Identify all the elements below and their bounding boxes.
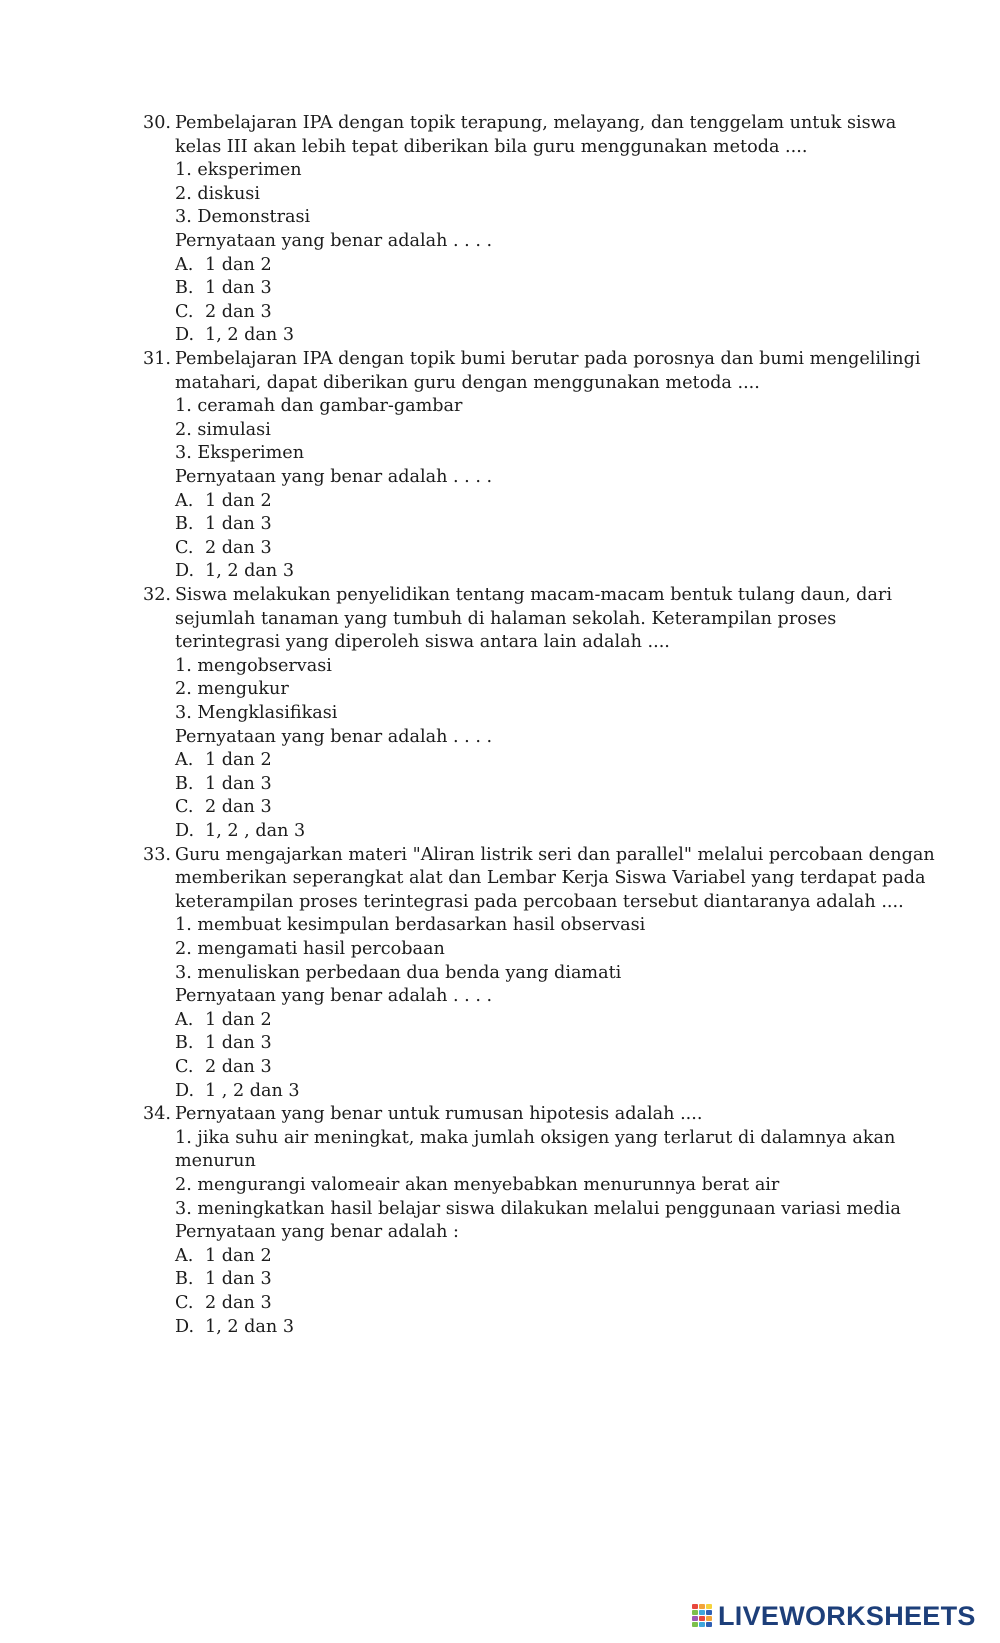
option-letter: B. xyxy=(175,278,194,299)
answer-option[interactable] xyxy=(175,1055,272,1079)
option-text: 1 dan 3 xyxy=(205,1269,272,1290)
logo-square xyxy=(692,1616,698,1621)
option-text: 2 dan 3 xyxy=(205,1057,272,1077)
option-letter: B. xyxy=(175,773,194,794)
statement-item: 2. mengamati hasil percobaan xyxy=(175,939,445,959)
answer-option[interactable] xyxy=(175,1315,294,1339)
answer-option[interactable] xyxy=(175,276,272,300)
answer-option[interactable] xyxy=(175,1291,272,1315)
logo-square xyxy=(706,1610,712,1615)
answer-prompt: Pernyataan yang benar adalah . . . . xyxy=(175,231,493,251)
option-text: 1 dan 3 xyxy=(205,514,272,535)
option-letter: A. xyxy=(175,254,194,275)
option-letter: C. xyxy=(175,301,194,322)
answer-option[interactable] xyxy=(175,1267,272,1291)
question-stem-line: terintegrasi yang diperoleh siswa antara lain adalah .... xyxy=(175,632,670,653)
option-text: 1 dan 3 xyxy=(205,1033,272,1054)
answer-option[interactable] xyxy=(175,512,272,536)
logo-square xyxy=(706,1616,712,1621)
statement-item: 1. eksperimen xyxy=(175,160,302,181)
question-stem-line: Pembelajaran IPA dengan topik terapung, melayang, dan tenggelam untuk siswa xyxy=(175,113,897,133)
option-letter: D. xyxy=(175,1316,195,1337)
statement-item: 2. mengukur xyxy=(175,679,289,700)
statement-item: menurun xyxy=(175,1151,256,1172)
answer-option[interactable] xyxy=(175,253,272,277)
option-text: 1 dan 2 xyxy=(205,1009,272,1030)
statement-item: 3. meningkatkan hasil belajar siswa dilakukan melalui penggunaan variasi media xyxy=(175,1198,901,1219)
option-letter: A. xyxy=(175,1009,194,1030)
logo-square xyxy=(692,1622,698,1627)
option-letter: C. xyxy=(175,1057,194,1077)
question-stem-line: Siswa melakukan penyelidikan tentang macam-macam bentuk tulang daun, dari xyxy=(175,585,892,605)
answer-option[interactable] xyxy=(175,1008,272,1032)
logo-square xyxy=(706,1604,712,1609)
brand-name: LIVEWORKSHEETS xyxy=(718,1600,976,1631)
option-letter: A. xyxy=(175,750,194,771)
question-stem-line: matahari, dapat diberikan guru dengan menggunakan metoda .... xyxy=(175,372,760,393)
question-stem-line: memberikan seperangkat alat dan Lembar Kerja Siswa Variabel yang terdapat pada xyxy=(175,868,926,889)
answer-option[interactable] xyxy=(175,536,272,560)
question-number: 34. xyxy=(143,1104,171,1125)
logo-square xyxy=(706,1622,712,1627)
statement-item: 1. mengobservasi xyxy=(175,655,332,676)
answer-option[interactable] xyxy=(175,795,272,819)
option-letter: B. xyxy=(175,1269,194,1290)
option-text: 2 dan 3 xyxy=(205,1293,272,1313)
option-letter: C. xyxy=(175,1293,194,1313)
statement-item: 2. diskusi xyxy=(175,183,260,204)
question-number: 33. xyxy=(143,844,171,865)
answer-prompt: Pernyataan yang benar adalah : xyxy=(175,1222,459,1243)
answer-prompt: Pernyataan yang benar adalah . . . . xyxy=(175,726,493,747)
option-text: 1, 2 dan 3 xyxy=(205,561,295,582)
statement-item: 1. ceramah dan gambar-gambar xyxy=(175,396,463,417)
question-stem-line: sejumlah tanaman yang tumbuh di halaman sekolah. Keterampilan proses xyxy=(175,608,837,629)
statement-item: 3. Mengklasifikasi xyxy=(175,703,338,723)
logo-square xyxy=(692,1604,698,1609)
logo-square xyxy=(692,1610,698,1615)
statement-item: 2. simulasi xyxy=(175,419,271,440)
option-text: 1 dan 3 xyxy=(205,773,272,794)
question-stem-line: Pernyataan yang benar untuk rumusan hipotesis adalah .... xyxy=(175,1104,703,1125)
option-text: 2 dan 3 xyxy=(205,537,272,558)
option-text: 2 dan 3 xyxy=(205,797,272,818)
logo-square xyxy=(699,1604,705,1609)
option-letter: C. xyxy=(175,797,194,818)
answer-option[interactable] xyxy=(175,559,294,583)
answer-option[interactable] xyxy=(175,819,305,843)
answer-option[interactable] xyxy=(175,1244,272,1268)
answer-option[interactable] xyxy=(175,489,272,513)
liveworksheets-logo-icon xyxy=(692,1604,714,1628)
logo-square xyxy=(699,1616,705,1621)
answer-option[interactable] xyxy=(175,772,272,796)
statement-item: 3. Eksperimen xyxy=(175,443,305,464)
option-text: 1 , 2 dan 3 xyxy=(205,1080,300,1101)
statement-item: 2. mengurangi valomeair akan menyebabkan menurunnya berat air xyxy=(175,1175,780,1195)
option-text: 1, 2 dan 3 xyxy=(205,325,295,346)
option-letter: D. xyxy=(175,821,195,841)
option-text: 1 dan 2 xyxy=(205,490,272,511)
option-text: 2 dan 3 xyxy=(205,301,272,322)
answer-option[interactable] xyxy=(175,323,294,347)
answer-prompt: Pernyataan yang benar adalah . . . . xyxy=(175,467,493,487)
option-letter: B. xyxy=(175,514,194,535)
statement-item: 3. Demonstrasi xyxy=(175,207,311,228)
logo-square xyxy=(699,1610,705,1615)
option-text: 1 dan 2 xyxy=(205,1245,272,1266)
question-number: 32. xyxy=(143,585,171,605)
answer-option[interactable] xyxy=(175,748,272,772)
question-stem-line: Pembelajaran IPA dengan topik bumi berutar pada porosnya dan bumi mengelilingi xyxy=(175,349,921,369)
option-letter: C. xyxy=(175,537,194,558)
liveworksheets-footer[interactable] xyxy=(692,1602,976,1630)
statement-item: 1. membuat kesimpulan berdasarkan hasil observasi xyxy=(175,915,646,936)
answer-prompt: Pernyataan yang benar adalah . . . . xyxy=(175,986,493,1007)
option-letter: D. xyxy=(175,325,195,346)
statement-item: 1. jika suhu air meningkat, maka jumlah oksigen yang terlarut di dalamnya akan xyxy=(175,1127,896,1148)
option-text: 1, 2 , dan 3 xyxy=(205,821,306,841)
statement-item: 3. menuliskan perbedaan dua benda yang diamati xyxy=(175,962,622,983)
answer-option[interactable] xyxy=(175,1079,300,1103)
option-letter: D. xyxy=(175,561,195,582)
question-stem-line: Guru mengajarkan materi "Aliran listrik seri dan parallel" melalui percobaan dengan xyxy=(175,844,935,865)
answer-option[interactable] xyxy=(175,1031,272,1055)
question-number: 31. xyxy=(143,349,171,369)
option-letter: B. xyxy=(175,1033,194,1054)
option-text: 1 dan 2 xyxy=(205,750,272,771)
question-stem-line: keterampilan proses terintegrasi pada percobaan tersebut diantaranya adalah .... xyxy=(175,891,904,912)
option-letter: A. xyxy=(175,1245,194,1266)
option-text: 1, 2 dan 3 xyxy=(205,1316,295,1337)
option-text: 1 dan 2 xyxy=(205,254,272,275)
option-text: 1 dan 3 xyxy=(205,278,272,299)
question-stem-line: kelas III akan lebih tepat diberikan bila guru menggunakan metoda .... xyxy=(175,136,808,157)
option-letter: D. xyxy=(175,1080,195,1101)
answer-option[interactable] xyxy=(175,300,272,324)
option-letter: A. xyxy=(175,490,194,511)
logo-square xyxy=(699,1622,705,1627)
question-number: 30. xyxy=(143,113,171,133)
